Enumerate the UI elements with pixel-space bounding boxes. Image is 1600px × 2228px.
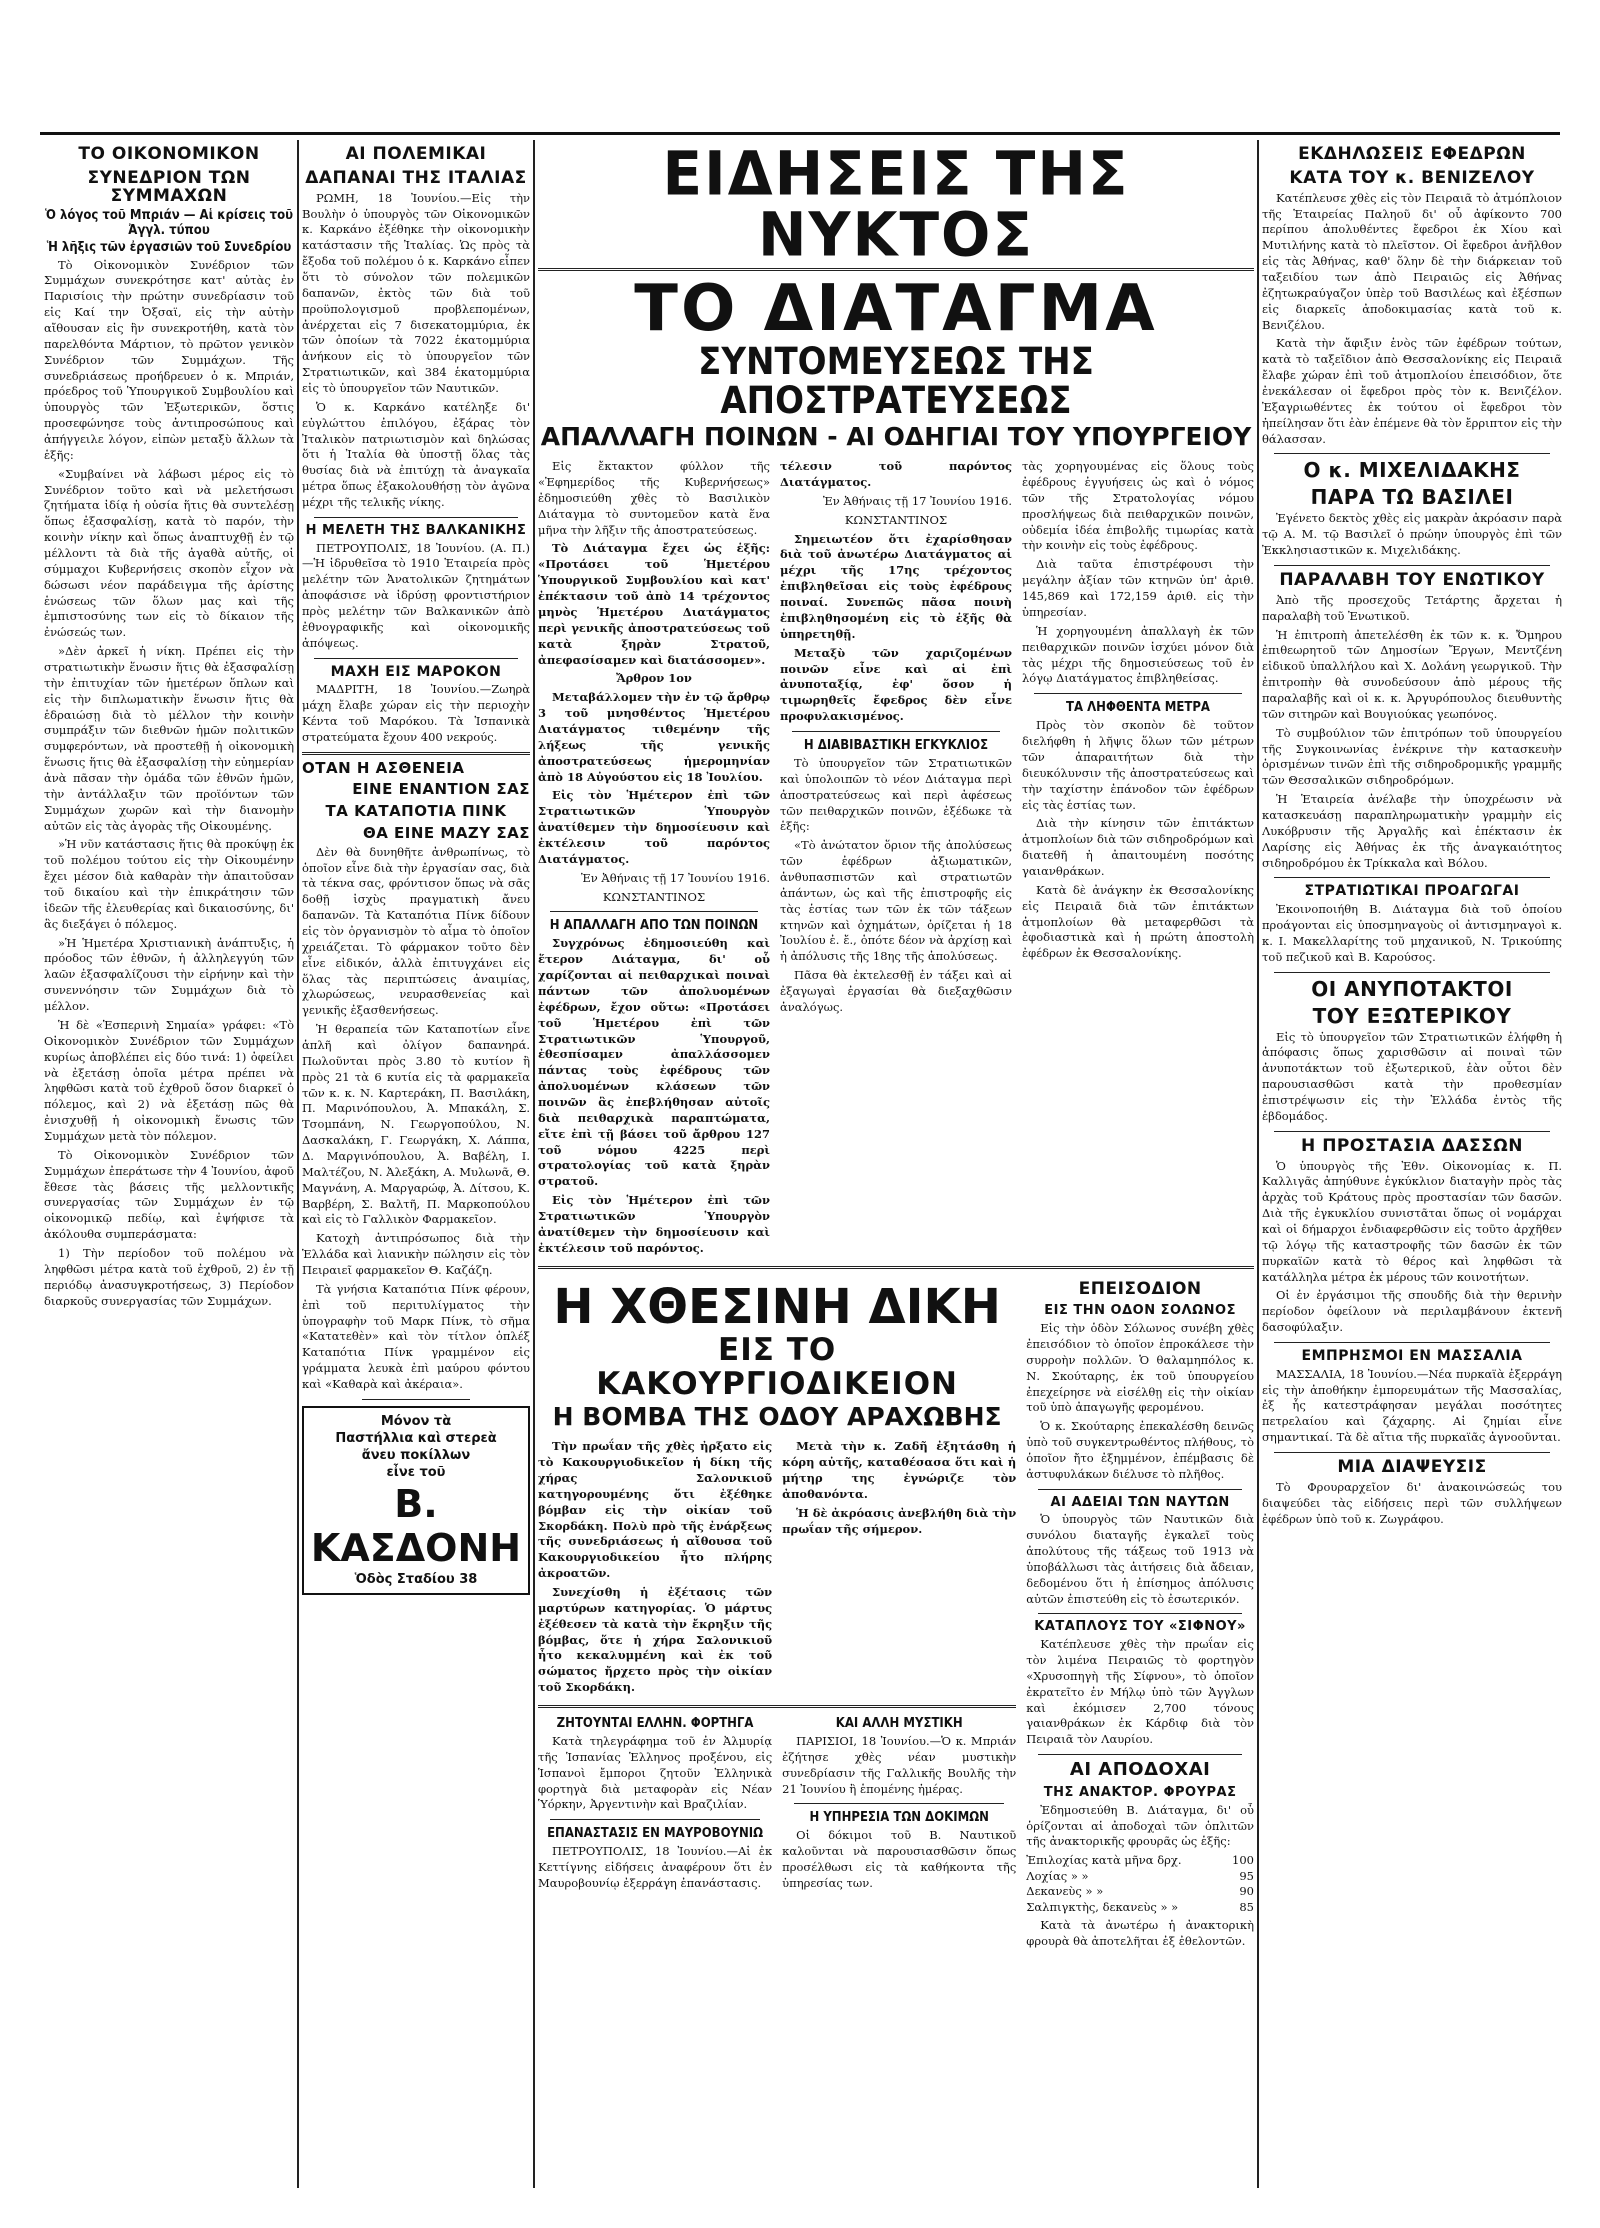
ad-headline: ΘΑ ΕΙΝΕ ΜΑΖΥ ΣΑΣ (362, 823, 530, 842)
article-paragraph: »Ἡ Ἡμετέρα Χριστιανικὴ ἀνάπτυξις, ἡ πρόοδος τῶν ἐθνῶν, ἡ ἀλληλεγγύη τῶν λαῶν ἐξασφαλίζουσι τὴν εἰρήνην καὶ τὴν συνεννόησιν τῶν Συμμάχων διὰ τὸ μέλλον. (44, 935, 294, 1014)
article-paragraph: Κατέπλευσε χθὲς τὴν πρωΐαν εἰς τὸν λιμένα Πειραιῶς τὸ φορτηγὸν «Χρυσοπηγὴ τῆς Σίφνου», τὸ ὁποῖον ἐκρατεῖτο ἐν Μήλῳ ὑπὸ τῶν Ἀγγλων καὶ ἐκόμισεν 2,700 τόνους γαιανθράκων ἐκ Κάρδιφ διὰ τὸν Πειραιᾶ τὸν Λαυρίου. (1026, 1637, 1254, 1747)
article-paragraph: Μετὰ τὴν κ. Ζαδῆ ἐξητάσθη ἡ κόρη αὐτῆς, καταθέσασα ὅτι καὶ ἡ μήτηρ της ἐγνώριζε τὸν ἀποθανόντα. (782, 1439, 1017, 1501)
article-paragraph: Εἰς τὸν Ἡμέτερον ἐπὶ τῶν Στρατιωτικῶν Ὑπουργὸν ἀνατίθεμεν τὴν δημοσίευσιν καὶ ἐκτέλεσιν τοῦ παρόντος Διατάγματος. (538, 788, 770, 866)
subheadline: ΚΑΙ ΑΛΛΗ ΜΥΣΤΙΚΗ (835, 1716, 963, 1732)
article-paragraph: Μεταβάλλομεν τὴν ἐν τῷ ἄρθρῳ 3 τοῦ μνησθέντος Ἡμετέρου Διατάγματος τιθεμένην τῆς λήξεως τῆς γενικῆς ἀποστρατεύσεως ἡμερομηνίαν ἀπὸ 18 Αὐγούστου εἰς 18 Ἰουλίου. (538, 690, 770, 784)
advertisement-kasdoni (302, 1406, 530, 1595)
divider (550, 1819, 760, 1820)
article-paragraph: Διὰ ταῦτα ἐπιστρέφουσι τὴν μεγάλην ἀξίαν τῶν κτηνῶν ὑπ' ἀριθ. 145,869 καὶ 172,159 ἀριθ. εἰς τὴν ὑπηρεσίαν. (1022, 557, 1254, 619)
headline: ΑΙ ΑΔΕΙΑΙ ΤΩΝ ΝΑΥΤΩΝ (1050, 1494, 1230, 1510)
article-paragraph: Ἐγένετο δεκτὸς χθὲς εἰς μακρὰν ἀκρόασιν παρὰ τῷ Α. Μ. τῷ Βασιλεῖ ὁ πρώην ὑπουργὸς ἐπὶ τῶν Ἐκκλησιαστικῶν κ. Μιχελιδάκης. (1262, 511, 1562, 558)
article-paragraph: Ἀπὸ τῆς προσεχοῦς Τετάρτης ἄρχεται ἡ παραλαβὴ τοῦ Ἐνωτικοῦ. (1262, 592, 1562, 623)
headline: ΠΑΡΑ ΤΩ ΒΑΣΙΛΕΙ (1310, 485, 1514, 510)
pay-row (1026, 1853, 1254, 1869)
news-subheadline: ΕΙΣ ΤΟ ΚΑΚΟΥΡΓΙΟΔΙΚΕΙΟΝ (596, 1331, 959, 1402)
headline: ΤΗΣ ΑΝΑΚΤΟΡ. ΦΡΟΥΡΑΣ (1043, 1785, 1237, 1800)
subheadline: Η ΔΙΑΒΙΒΑΣΤΙΚΗ ΕΓΚΥΚΛΙΟΣ (803, 737, 989, 753)
article-paragraph: Ἐκοινοποιήθη Β. Διάταγμα διὰ τοῦ ὁποίου προάγονται εἰς ὑποσμηναγοὺς οἱ ἀντισμηναγοὶ κ. κ. Ι. Μακελλαρίτης τοῦ μηχανικοῦ, Ν. Τρικούπης τοῦ πεζικοῦ καὶ Β. Καρούσος. (1262, 902, 1562, 964)
headline: ΔΑΠΑΝΑΙ ΤΗΣ ΙΤΑΛΙΑΣ (305, 167, 527, 188)
divider (1038, 1754, 1242, 1755)
headline: ΤΟΥ ΕΞΩΤΕΡΙΚΟΥ (1312, 1003, 1512, 1028)
article-paragraph: Τὸ Φρουραρχεῖον δι' ἀνακοινώσεώς του διαψεύδει τὰς εἰδήσεις περὶ τῶν συλλήψεων ἐφέδρων ὑπὸ τοῦ κ. Ζωγράφου. (1262, 1479, 1562, 1526)
subheadline: ΕΠΑΝΑΣΤΑΣΙΣ ΕΝ ΜΑΥΡΟΒΟΥΝΙΩ (547, 1826, 764, 1842)
headline: ΕΠΕΙΣΟΔΙΟΝ (1078, 1278, 1202, 1299)
pay-row (1026, 1869, 1254, 1885)
pay-label: Ἐπιλοχίας κατὰ μῆνα δρχ. (1026, 1853, 1182, 1868)
article-paragraph: Ὁ κ. Καρκάνο κατέληξε δι' εὐγλώττου ἐπιλόγου, ἐξάρας τὸν Ἰταλικὸν πατριωτισμὸν καὶ δηλώσας ὅτι ἡ Ἰταλία θὰ ὑποστῇ ὅλας τὰς θυσίας διὰ νὰ ἐπιτύχῃ τὰ ἀναγκαῖα μέτρα ὅπως ἐξακολουθήσῃ τὸν ἀγῶνα μέχρι τῆς τελικῆς νίκης. (302, 399, 530, 510)
column-night-news (538, 140, 1254, 2188)
divider (1274, 972, 1550, 973)
headline: ΠΑΡΑΛΑΒΗ ΤΟΥ ΕΝΩΤΙΚΟΥ (1279, 570, 1545, 591)
article-paragraph: Ἡ δὲ «Ἑσπερινὴ Σημαία» γράφει: «Τὸ Οἰκονομικὸν Συνέδριον τῶν Συμμάχων κυρίως ἀποβλέπει εἰς δύο τινά: 1) ὀφείλει νὰ ἐξετάσῃ ὁποῖα μέτρα πρέπει νὰ ληφθῶσι κατὰ τοῦ ἐχθροῦ ὅσον διαρκεῖ ὁ πόλεμος, καὶ 2) νὰ ἐξετάσῃ πῶς θὰ ἐνισχυθῇ ἡ οἰκονομικὴ ἕνωσις τῶν Συμμάχων μετὰ τὸν πόλεμον. (44, 1017, 294, 1143)
article-paragraph: Συνεχίσθη ἡ ἐξέτασις τῶν μαρτύρων κατηγορίας. Ὁ μάρτυς ἐξέθεσεν τὰ κατὰ τὴν ἔκρηξιν τῆς βόμβας, ὅτε ἡ χήρα Σαλονικιοῦ ἦτο κεκαλυμμένη καὶ ἐκ τοῦ σώματος ἤρχετο πρὸς τὴν οἰκίαν τοῦ Σκορδάκη. (538, 1585, 773, 1695)
signature: ΚΩΝΣΤΑΝΤΙΝΟΣ (602, 889, 706, 904)
article-paragraph: Ὁ ὑπουργὸς τῆς Ἐθν. Οἰκονομίας κ. Π. Καλλιγᾶς ἀπηύθυνε ἐγκύκλιον διαταγὴν πρὸς τὰς ἀρχὰς τοῦ Κράτους πρὸς προστασίαν τῶν δασῶν. Διὰ τῆς ἐγκυκλίου συνιστᾶται ὅπως οἱ νομάρχαι καὶ οἱ δήμαρχοι ἐνδιαφερθῶσιν εἰς τοῦτο ἀρχῆθεν τῷ λόγῳ τῆς καταστροφῆς τῶν δασῶν ἐκ τῶν πυρκαϊῶν κατὰ τὸ θέρος καὶ ληφθῶσι τὰ κατάλληλα μέτρα ἐκ μέρους τῶν κοινοτήτων. (1262, 1158, 1562, 1284)
headline: ΕΜΠΡΗΣΜΟΙ ΕΝ ΜΑΣΣΑΛΙΑ (1301, 1348, 1523, 1365)
article-paragraph: ΜΑΔΡΙΤΗ, 18 Ἰουνίου.—Ζωηρὰ μάχη ἔλαβε χώραν εἰς τὴν περιοχὴν Κέντα τοῦ Μαρόκου. Τὰ Ἱσπανικὰ στρατεύματα ἔχουν 400 νεκρούς. (302, 682, 530, 744)
subheadline: ΖΗΤΟΥΝΤΑΙ ΕΛΛΗΝ. ΦΟΡΤΗΓΑ (556, 1716, 754, 1732)
decree-articles (538, 456, 1254, 1259)
headline: ΑΙ ΠΟΛΕΜΙΚΑΙ (345, 144, 487, 164)
pay-label: Σαλπιγκτὴς, δεκανεὺς » » (1026, 1899, 1179, 1914)
ad-headline: ΟΤΑΝ Η ΑΣΘΕΝΕΙΑ (302, 758, 465, 777)
ad-headline: ΕΙΝΕ ΕΝΑΝΤΙΟΝ ΣΑΣ (352, 780, 530, 799)
divider (1274, 1452, 1550, 1453)
ad-line: Μόνον τὰ (380, 1413, 452, 1429)
headline: ΚΑΤΑ ΤΟΥ κ. ΒΕΝΙΖΕΛΟΥ (1289, 167, 1535, 188)
main-subheadline: ΑΠΑΛΛΑΓΗ ΠΟΙΝΩΝ - ΑΙ ΟΔΗΓΙΑΙ ΤΟΥ ΥΠΟΥΡΓΕΙΟΥ (540, 421, 1252, 451)
column-divider (533, 140, 535, 2188)
article-paragraph: «Συμβαίνει νὰ λάβωσι μέρος εἰς τὸ Συνέδριον τοῦτο καὶ νὰ μελετήσωσι ζητήματα ἰδίᾳ ἡ οὐσία ἥτις θὰ συντελέσῃ ὅπως ἐξασφαλίσῃ, κατὰ τὸ παρόν, τὴν κοινὴν νίκην καὶ ὅπως ἀναπτυχθῇ ἐν τῷ μέλλοντι τὰ διὰ τῆς ἀγαθὰ αὐτῆς, οἱ σύμμαχοι Κυβερνήσεις σκοπὸν εἶχον νὰ δώσωσι νέον παράδειγμα τῆς ἀρίστης ἑνώσεως τῶν ὅλων μας καὶ τῆς ἐμπιστοσύνης των εἰς τὸ δίκαιον τῆς ἐνώσεώς των. (44, 466, 294, 640)
article-paragraph: Μεταξὺ τῶν χαριζομένων ποινῶν εἶνε καὶ αἱ ἐπὶ ἀνυποταξίᾳ, ἐφ' ὅσον ἡ τιμωρηθεῖς ἔφεδρος δὲν εἶνε προφυλακισμένος. (780, 645, 1012, 724)
date-line: Ἐν Ἀθήναις τῇ 17 Ἰουνίου 1916. (822, 493, 1012, 508)
headline: ΚΑΤΑΠΛΟΥΣ ΤΟΥ «ΣΙΦΝΟΥ» (1034, 1619, 1246, 1635)
article-paragraph: Ἡ ἐπιτροπὴ ἀπετελέσθη ἐκ τῶν κ. κ. Ὄμηρου ἐπιθεωρητοῦ τῶν Δημοσίων Ἔργων, Μεντζένη εἰδικοῦ ὑπαλλήλου καὶ Χ. Δολάνη γεωργικοῦ. Τὴν ἐπιτροπὴν θὰ συνοδεύσουν ἀπὸ μέρους τῆς παραλαβῆς καὶ οἱ κ. κ. Ἀργυρόπουλος διευθυντὴς τῶν σιτηρῶν καὶ Βουγιούκας γεωπόνος. (1262, 627, 1562, 721)
column-divider (1257, 140, 1259, 2188)
ad-line: ἄνευ ποκίλλων (361, 1447, 471, 1463)
news-subheadline: Η ΒΟΜΒΑ ΤΗΣ ΟΔΟΥ ΑΡΑΧΩΒΗΣ (552, 1401, 1002, 1431)
divider (314, 658, 518, 659)
subheadline: Η ΑΠΑΛΛΑΓΗ ΑΠΟ ΤΩΝ ΠΟΙΝΩΝ (549, 918, 759, 934)
divider (794, 1803, 1004, 1804)
article-paragraph: Ἐδημοσιεύθη Β. Διάταγμα, δι' οὗ ὁρίζονται αἱ ἀποδοχαὶ τῶν ὁπλιτῶν τῆς ἀνακτορικῆς φρουρᾶς ὡς ἑξῆς: (1026, 1802, 1254, 1849)
article-paragraph: Ἡ δὲ ἀκρόασις ἀνεβλήθη διὰ τὴν πρωΐαν τῆς σήμερον. (782, 1505, 1017, 1536)
divider (550, 911, 758, 912)
trial-column (782, 1436, 1016, 1699)
ad-headline: ΤΑ ΚΑΤΑΠΟΤΙΑ ΠΙΝΚ (325, 802, 507, 821)
article-paragraph: Ἡ Ἑταιρεία ἀνέλαβε τὴν ὑποχρέωσιν νὰ κατασκευάσῃ παραπληρωματικὴν γραμμὴν εἰς Λυκόβρυσιν τῆς Ἀργαλῆς καὶ ἐπέκτασιν ἐκ Λαρίσης εἰς Ἀθήνας ἐκ τῆς ἀναγκαιότητος σιδηροδρόμου ἐκ Τρίκκαλα καὶ Βόλου. (1262, 792, 1562, 870)
article-paragraph: Τὸ Οἰκονομικὸν Συνέδριον τῶν Συμμάχων συνεκρότησε κατ' αὐτὰς ἐν Παρισίοις τὴν πρώτην συνεδρίασιν τοῦ εἰς Καί την Ὀξσαϊ, εἰς τὴν αὐτὴν αἴθουσαν εἰς ἣν συνεκροτήθη, κατὰ τὸν παρελθόντα Μάρτιον, τὸ πρῶτον γενικὸν Συνέδριον τῶν Συμμάχων. Τῆς συνεδριάσεως προήδρευεν ὁ κ. Μπριάν, πρόεδρος τοῦ Ὑπουργικοῦ Συμβουλίου καὶ ὑπουργὸς τῶν Ἐξωτερικῶν, ὅστις προσεφώνησε τοὺς ἀντιπροσώπους καὶ ἀπήγγειλε λόγον, εἰπὼν μεταξὺ ἄλλων τὰ ἑξῆς: (44, 257, 294, 462)
article-paragraph: Ὁ κ. Σκούταρης ἐπεκαλέσθη δεινῶς ὑπὸ τοῦ συγκεντρωθέντος πλήθους, τὸ ὁποῖον ἤτο ἐξημμένον, ἐπέμβασις δὲ ἀστυφυλάκων διέλυσε τὸ πλῆθος. (1026, 1419, 1254, 1481)
article-paragraph: Οἱ δόκιμοι τοῦ Β. Ναυτικοῦ καλοῦνται νὰ παρουσιασθῶσιν ὅπως προσέλθωσι εἰς τὰ καθήκοντα τῆς ὑπηρεσίας των. (782, 1828, 1017, 1891)
column-right-briefs (1262, 140, 1562, 2188)
divider (1034, 693, 1242, 694)
article-paragraph: τὰς χορηγουμένας εἰς ὅλους τοὺς ἐφέδρους ἐγγυήσεις ὡς καὶ ὁ νόμος τῶν τῆς Στρατολογίας νόμου προσλήψεως διὰ πειθαρχικῶν ποινῶν, οὐδεμία ἰδέα ἐπιβολῆς τιμωρίας κατὰ τὴν κοινὴν εἰς τοὺς ἐφέδρους. (1022, 459, 1254, 553)
pay-row (1026, 1900, 1254, 1916)
divider (1274, 453, 1550, 454)
article-paragraph: Κατὰ τὴν ἄφιξιν ἑνὸς τῶν ἐφέδρων τούτων, κατὰ τὸ ταξεῖδιον ἀπὸ Θεσσαλονίκης εἰς Πειραιᾶ ἔλαβε χώραν ἐπὶ τοῦ ἀτμοπλοίου ἐπεισόδιον, ὅτε ἐνεκάλεσαν οἱ ἔφεδροι πρὸς τὸν κ. Βενιζέλον. Ἐξαγριωθέντες ἐκ τούτου οἱ ἔφεδροι τὸν ἠπείλησαν ὅτι ἐὰν ἐπέμενε θὰ τὸν ἔρριπτον εἰς τὴν θάλασσαν. (1262, 336, 1562, 446)
article-paragraph: Εἰς τὸ ὑπουργεῖον τῶν Στρατιωτικῶν ἐλήφθη ἡ ἀπόφασις ὅπως χαρισθῶσιν αἱ ποιναὶ τῶν ἀνυποτάκτων τοῦ ἐξωτερικοῦ, ἐὰν οὗτοι δὲν παρουσιασθῶσι κατὰ τὴν προθεσμίαν ἐπιστρέψωσιν εἰς τὴν Ἑλλάδα ἐντὸς τῆς ἑβδομάδος. (1262, 1029, 1562, 1123)
article-paragraph: Ἡ χορηγουμένη ἀπαλλαγὴ ἐκ τῶν πειθαρχικῶν ποινῶν ἰσχύει μόνον διὰ τὰς μέχρι τῆς δημοσιεύσεως τοῦ ἐν λόγῳ Διατάγματος ἐπιβληθείσας. (1022, 623, 1254, 686)
decree-column (1022, 456, 1254, 1259)
short-news-column (538, 1714, 772, 1895)
article-paragraph: ΠΕΤΡΟΥΠΟΛΙΣ, 18 Ἰουνίου. (Α. Π.)—Ἡ ἱδρυθεῖσα τὸ 1910 Ἑταιρεία πρὸς μελέτην τῶν Ἀνατολικῶν ζητημάτων ἀποφάσισε νὰ ἱδρύσῃ φροντιστήριον πρὸς μελέτην τῶν Βαλκανικῶν ἀπὸ ἐθνογραφικῆς καὶ οἰκονομικῆς ἀπόψεως. (302, 540, 530, 650)
ad-paragraph: Ἡ θεραπεία τῶν Καταποτίων εἶνε ἁπλῆ καὶ ὀλίγον δαπανηρά. Πωλοῦνται πρὸς 3.80 τὸ κυτίον ἢ πρὸς 21 τὰ 6 κυτία εἰς τὰ φαρμακεῖα τῶν κ. κ. Ν. Καρτεράκη, Π. Βασιλάκη, Π. Μαρινόπουλου, Ἀ. Μπακάλη, Σ. Τσομπάνη, Ν. Γεωργοπούλου, Ν. Δασκαλάκη, Γ. Γεωργάκη, Χ. Λάππα, Δ. Μαργινόπουλου, Ἀ. Βαβέλη, Ι. Μαλτέζου, Ν. Ἀλεξάκη, Α. Μυλωνᾶ, Θ. Μαγνάνη, Α. Μαργαρώφ, Ἀ. Δίτσου, Κ. Βαρβέρη, Σ. Βαλτῆ, Π. Μαρκοπούλου καὶ εἰς τὸ Γαλλικὸν Φαρμακεῖον. (302, 1022, 530, 1227)
divider (1038, 1489, 1242, 1490)
article-paragraph: Τὸ συμβούλιον τῶν ἐπιτρόπων τοῦ ὑπουργείου τῆς Συγκοινωνίας ἐνέκρινε τὴν κατασκευὴν ὁρισμένων τινῶν ἐπὶ τῆς σιδηροδρομικῆς γραμμῆς τῶν Θεσσαλικῶν σιδηροδρόμων. (1262, 725, 1562, 788)
lower-section (538, 1275, 1254, 1953)
ad-line: Παστήλλια καὶ στερεὰ (335, 1430, 497, 1446)
article-paragraph: Εἰς ἔκτακτον φύλλον τῆς «Ἐφημερίδος τῆς Κυβερνήσεως» ἐδημοσιεύθη χθὲς τὸ Βασιλικὸν Διάταγμα τὸ συντομεῦον κατὰ ἕνα μῆνα τὴν λῆξιν τῆς ἀποστρατεύσεως. (538, 459, 770, 537)
subheadline: Η ΥΠΗΡΕΣΙΑ ΤΩΝ ΔΟΚΙΜΩΝ (809, 1810, 989, 1826)
article-paragraph: »Δὲν ἀρκεῖ ἡ νίκη. Πρέπει εἰς τὴν στρατιωτικὴν ἕνωσιν ἥτις θὰ ἐξασφαλίσῃ τὴν ἐπιτυχίαν τῶν ἡμετέρων ὅπλων καὶ εἰς τὴν διπλωματικὴν ἕνωσιν ἥτις θὰ ἑδραιώσῃ διὰ τὸ μέλλον τὴν κοινὴν συμπράξιν τῶν διεθνῶν ἡμῶν πολιτικῶν συμφερόντων, νὰ προστεθῇ ἡ οἰκονομικὴ ἕνωσις ἥτις θὰ ἐξασφαλίσῃ τὴν εὐημερίαν ἀνὰ πᾶσαν τὴν ὁμάδα τῶν ἐθνῶν ἡμῶν, τὴν ἀντάλλαξιν τῶν προϊόντων τῶν Συμμάχων χωρῶν καὶ τὴν διανομὴν αὐτῶν εἰς τὰς ἀγορὰς τῆς Οἰκουμένης. (44, 644, 294, 833)
column-italy-expenses (302, 140, 530, 2188)
article-paragraph: ΜΑΣΣΑΛΙΑ, 18 Ἰουνίου.—Νέα πυρκαϊὰ ἐξερράγη εἰς τὴν ἀποθήκην ἐμπορευμάτων τῆς Μασσαλίας, ἐξ ἧς κατεστράφησαν μεγάλαι ποσότητες πετρελαίου καὶ ζάχαρης. Αἱ ζημίαι εἶνε σημαντικαί. Τὰ δὲ αἴτια τῆς πυρκαϊᾶς ἀγνοοῦνται. (1262, 1366, 1562, 1445)
article-paragraph: Οἱ ἐν ἐργάσιμοι τῆς σπουδῆς διὰ τὴν θερινὴν περίοδον ὁφείλουν νὰ περιλαμβάνουν ἐκτενῆ δασοφύλαξιν. (1262, 1288, 1562, 1335)
ad-line: εἶνε τοῦ (386, 1464, 446, 1480)
article-paragraph: Πρὸς τὸν σκοπὸν δὲ τοῦτον διελήφθη ἡ λῆψις ὅλων τῶν μέτρων τῶν ἀπαραιτήτων διὰ τὴν διευκόλυνσιν τῆς ἀποστρατεύσεως καὶ τὴν ταχίστην ἐπάνοδον τῶν ἐφέδρων εἰς τὰς ἑστίας των. (1022, 718, 1254, 812)
column-divider (297, 140, 299, 2188)
trial-column (538, 1436, 772, 1699)
article-paragraph: Κατέπλευσε χθὲς εἰς τὸν Πειραιᾶ τὸ ἀτμόπλοιον τῆς Ἑταιρείας Παληοῦ δι' οὗ ἀφίκοντο 700 περίπου ἀπολυθέντες ἔφεδροι ἐκ Χίου καὶ Μυτιλήνης κατὰ τὸ πλεῖστον. Οἱ ἔφεδροι ἀνῆλθον εἰς τὰς Ἀθήνας, καθ' ὅλην δὲ τὴν διάρκειαν τοῦ ταξειδίου των ἀπὸ Πειραιῶς εἰς Ἀθήνας ἐζητωκραύγαζον ὑπὲρ τοῦ Βασιλέως καὶ ἐξέσπων εἰς διαρκεῖς ἀποδοκιμασίας κατὰ τοῦ κ. Βενιζέλου. (1262, 190, 1562, 332)
article-paragraph: 1) Τὴν περίοδον τοῦ πολέμου νὰ ληφθῶσι μέτρα κατὰ τοῦ ἐχθροῦ, 2) ἐν τῇ περιόδῳ ἀνασυγκροτήσεως, 3) Περίοδον διαρκοῦς συνεργασίας τῶν Συμμάχων. (44, 1245, 294, 1308)
article-paragraph: «Τὸ ἀνώτατον ὅριον τῆς ἀπολύσεως τῶν ἐφέδρων ἀξιωματικῶν, ἀνθυπασπιστῶν καὶ στρατιωτῶν ἀπάντων, ὡς καὶ τῆς ἐπιστροφῆς εἰς τὰς ἑστίας των τῶν ἐκ τῶν τάξεων κτηνῶν καὶ ὀχημάτων, ὁρίζεται ἡ 18 Ἰουλίου ἐ. ἔ., ὁπότε δέον νὰ ἀρχίσῃ καὶ ἡ ἀπόλυσις τῆς 18ης τῆς ἀπολύσεως. (780, 838, 1012, 964)
divider (362, 1399, 470, 1400)
headline: ΟΙ ΑΝΥΠΟΤΑΚΤΟΙ (1311, 976, 1513, 1001)
article-paragraph: ΠΕΤΡΟΥΠΟΛΙΣ, 18 Ἰουνίου.—Αἱ ἐκ Κεττίγνης εἰδήσεις ἀναφέρουν ὅτι ἐν Μαυροβουνίῳ ἐξερράγη ἐπανάστασις. (538, 1844, 773, 1891)
divider (302, 752, 530, 755)
article-paragraph: Τὸ Διάταγμα ἔχει ὡς ἑξῆς: «Προτάσει τοῦ Ἡμετέρου Ὑπουργικοῦ Συμβουλίου καὶ κατ' ἐπέκτασιν τοῦ ἀπὸ 14 τρέχοντος μηνὸς Ἡμετέρου Διατάγματος περὶ γενικῆς ἀποστρατεύσεως τοῦ κατὰ ξηρὰν Στρατοῦ, ἀπεφασίσαμεν καὶ διατάσσομεν». (538, 541, 770, 667)
section-banner: ΕΙΔΗΣΕΙΣ ΤΗΣ ΝΥΚΤΟΣ (662, 140, 1130, 271)
pay-value: 85 (1239, 1899, 1254, 1914)
pay-table (1026, 1853, 1254, 1915)
headline: Ο κ. ΜΙΧΕΛΙΔΑΚΗΣ (1303, 458, 1521, 483)
headline: Η ΠΡΟΣΤΑΣΙΑ ΔΑΣΣΩΝ (1301, 1135, 1523, 1156)
article-paragraph: Εἰς τὸν Ἡμέτερον ἐπὶ τῶν Στρατιωτικῶν Ὑπουργὸν ἀνατίθεμεν τὴν δημοσίευσιν καὶ ἐκτέλεσιν τοῦ παρόντος. (538, 1193, 770, 1255)
article-heading: Ἄρθρον 1ον (616, 671, 692, 686)
short-news (538, 1714, 1016, 1895)
article-paragraph: τέλεσιν τοῦ παρόντος Διατάγματος. (780, 459, 1012, 490)
headline: ΑΙ ΑΠΟΔΟΧΑΙ (1069, 1759, 1211, 1781)
article-paragraph: »Ἡ νῦν κατάστασις ἥτις θὰ προκύψῃ ἐκ τοῦ πολέμου τούτου εἰς τὴν Οἰκουμένην ἔχει μέσον διὰ καθαρὰν τὴν ἀπαιτοῦσαν τοῦ δικαίου καὶ τὴν ἐπικράτησιν τῶν ἰδεῶν τῆς ἐλευθερίας καὶ δικαιοσύνης, δι' ἃς διεξάγει ὁ πόλεμος. (44, 837, 294, 931)
headline: ΜΙΑ ΔΙΑΨΕΥΣΙΣ (1337, 1457, 1487, 1478)
pay-label: Λοχίας » » (1026, 1868, 1089, 1883)
headline: ΣΥΝΕΔΡΙΟΝ ΤΩΝ ΣΥΜΜΑΧΩΝ (87, 167, 251, 206)
divider (1274, 877, 1550, 878)
trial-columns (538, 1436, 1016, 1699)
article-paragraph: Τὸ ὑπουργεῖον τῶν Στρατιωτικῶν καὶ ὑπολοιπῶν τὸ νέον Διάταγμα περὶ ἀποστρατεύσεως καὶ περὶ ἀφέσεως τῶν πειθαρχικῶν ποινῶν, ἐξέδωκε τὰ ἑξῆς: (780, 755, 1012, 834)
divider (1274, 1342, 1550, 1343)
news-headline: Η ΧΘΕΣΙΝΗ ΔΙΚΗ (553, 1278, 1001, 1335)
ad-paragraph: Τὰ γνήσια Καταπότια Πίνκ φέρουν, ἐπὶ τοῦ περιτυλίγματος τὴν ὑπογραφὴν τοῦ Μαρκ Πίνκ, τὸ σῆμα «Κατατεθὲν» καὶ τὸν τίτλον ὁπλέξ Καταπότια Πίνκ γραμμένον εἰς γράμματα λευκὰ ἐπὶ μαύρου φόντου καὶ «Καθαρὰ καὶ ἀκέραια». (302, 1281, 530, 1392)
pay-value: 95 (1239, 1868, 1254, 1883)
divider (1274, 1131, 1550, 1132)
divider (538, 1705, 1016, 1708)
headline: ΕΚΔΗΛΩΣΕΙΣ ΕΦΕΔΡΩΝ (1298, 144, 1526, 164)
article-paragraph: Σημειωτέον ὅτι ἐχαρίσθησαν διὰ τοῦ ἀνωτέρω Διατάγματος αἱ μέχρι τῆς 17ης τρέχοντος ἐπιβληθεῖσαι εἰς τοὺς ἐφέδρους ποιναί. Συνεπῶς πᾶσα ποινὴ ἐπιβληθησομένη εἰς τὸ ἑξῆς θὰ ὑπηρετηθῇ. (780, 531, 1012, 641)
decree-column (538, 456, 770, 1259)
decree-column (780, 456, 1012, 1259)
article-paragraph: Ὁ ὑπουργὸς τῶν Ναυτικῶν διὰ συνόλου διαταγῆς ἐγκαλεῖ τοὺς ἀπολύτους τῆς τάξεως τοῦ 1913 νὰ ὑποβάλλωσι τὰς ἀιτήσεις διὰ ἄδειαν, δεδομένου ὅτι ἡ ἐπίσημος ἀπόλυσις αὐτῶν ἐπιστεύθη εἰς τὸ ἐσωτερικόν. (1026, 1512, 1254, 1606)
right-briefs (1026, 1275, 1254, 1953)
headline: ΤΟ ΟΙΚΟΝΟΜΙΚΟΝ (78, 144, 260, 164)
pay-row (1026, 1884, 1254, 1900)
short-news-column (782, 1714, 1016, 1895)
date-line: Ἐν Ἀθήναις τῇ 17 Ἰουνίου 1916. (580, 870, 770, 885)
subheadline: Ἡ λῆξις τῶν ἐργασιῶν τοῦ Συνεδρίου (46, 239, 292, 255)
divider (538, 1266, 1254, 1269)
pay-value: 100 (1232, 1853, 1254, 1868)
article-paragraph: ΠΑΡΙΣΙΟΙ, 18 Ἰουνίου.—Ὁ κ. Μπριάν ἐζήτησε χθὲς νέαν μυστικὴν συνεδρίασιν τῆς Γαλλικῆς Βουλῆς τὴν 21 Ἰουνίου ἢ ἑπομένης ἡμέρας. (782, 1734, 1017, 1796)
article-paragraph: Διὰ τὴν κίνησιν τῶν ἐπιτάκτων ἀτμοπλοίων διὰ τῶν σιδηροδρόμων καὶ διατεθῆ ἡ ἀπαιτουμένη ποσότης γαιανθράκων. (1022, 816, 1254, 878)
top-rule (40, 132, 1560, 135)
headline: ΕΙΣ ΤΗΝ ΟΔΟΝ ΣΟΛΩΝΟΣ (1044, 1303, 1236, 1319)
signature: ΚΩΝΣΤΑΝΤΙΝΟΣ (844, 512, 948, 527)
article-paragraph: Κατὰ δὲ ἀνάγκην ἐκ Θεσσαλονίκης εἰς Πειραιᾶ διὰ τῶν ἐπιτάκτων ἀτμοπλοίων θὰ μεταφερθῶσι τὰ ἐφοδιαστικὰ καὶ ἡ πρώτη ἀποστολὴ ἐφέδρων ἐκ Θεσσαλονίκης. (1022, 882, 1254, 961)
article-paragraph: Τὴν πρωΐαν τῆς χθὲς ἠρξατο εἰς τὸ Κακουργιοδικεῖον ἡ δίκη τῆς χήρας Σαλονικιοῦ κατηγορουμένης ὅτι ἐξέθηκε βόμβαν εἰς τὴν οἰκίαν τοῦ Σκορδάκη. Πολὺ πρὸ τῆς ἐνάρξεως τῆς συνεδριάσεως ἡ αἴθουσα τοῦ Κακουργιοδικείου ἦτο πλήρης ἀκροατῶν. (538, 1439, 773, 1581)
subheadline: ΤΑ ΛΗΦΘΕΝΤΑ ΜΕΤΡΑ (1066, 700, 1210, 716)
column-economic-conference (44, 140, 294, 2188)
subheadline: Ὁ λόγος τοῦ Μπριάν — Αἱ κρίσεις τοῦ Ἀγγλ. τύπου (44, 207, 294, 238)
divider (792, 731, 1000, 732)
headline: ΣΤΡΑΤΙΩΤΙΚΑΙ ΠΡΟΑΓΩΓΑΙ (1304, 883, 1520, 900)
main-subheadline: ΣΥΝΤΟΜΕΥΣΕΩΣ ΤΗΣ ΑΠΟΣΤΡΑΤΕΥΣΕΩΣ (698, 340, 1094, 422)
article-paragraph: Κατὰ τηλεγράφημα τοῦ ἐν Ἀλμυρίᾳ τῆς Ἱσπανίας Ἑλληνος προξένου, εἰς Ἱσπανοὶ ἔμποροι ζητοῦν Ἑλληνικὰ φορτηγὰ διὰ μεταφορὰν εἰς Νέαν Ὑόρκην, Ἀργεντινὴν καὶ Βραζιλίαν. (538, 1734, 773, 1812)
ad-paragraph: Δὲν θὰ δυνηθῆτε ἀνθρωπίνως, τὸ ὁποῖον εἶνε διὰ τὴν ἐργασίαν σας, διὰ τὰ τέκνα σας, φρόντισον ὅπως νὰ σᾶς δοθῇ ἰσχὺς πραγματικὴ ἄνευ δαπανῶν. Τὰ Καταπότια Πίνκ δίδουν εἰς τὸν ὀργανισμὸν τὸ αἷμα τὸ ὁποῖον χρειάζεται. Τὸ φάρμακον τοῦτο δὲν εἶνε εἰδικόν, ἀλλὰ ἐπιτυγχάνει εἰς ὅλας τὰς περιπτώσεις ἀναιμίας, χλωρώσεως, νευρασθενείας καὶ γενικῆς ἐξασθενήσεως. (302, 844, 530, 1018)
divider (314, 517, 518, 518)
article-paragraph: Συγχρόνως ἐδημοσιεύθη καὶ ἕτερον Διάταγμα, δι' οὗ χαρίζονται αἱ πειθαρχικαὶ ποιναὶ πάντων τῶν ἀπολυομένων ἐφέδρων, ἔχον οὕτω: «Προτάσει τοῦ Ἡμετέρου ἐπὶ τῶν Στρατιωτικῶν Ὑπουργοῦ, ἐθεσπίσαμεν ἀπαλλάσσομεν πάντας τοὺς ἐφέδρους τῶν ἀπολυομένων κλάσεων τῶν ποινῶν ἃς ἐπεβλήθησαν αὐτοῖς διὰ πειθαρχικὰ παραπτώματα, εἴτε ἐπὶ τῇ βάσει τοῦ ἄρθρου 127 τοῦ νόμου 4225 περὶ στρατολογίας τοῦ κατὰ ξηρὰν στρατοῦ. (538, 936, 770, 1189)
ad-address: Ὁδὸς Σταδίου 38 (354, 1571, 478, 1587)
article-paragraph: ΡΩΜΗ, 18 Ἰουνίου.—Εἰς τὴν Βουλὴν ὁ ὑπουργὸς τῶν Οἰκονομικῶν κ. Καρκάνο ἐξέθηκε τὴν οἰκονομικὴν κατάστασιν τῆς Ἰταλίας. Ὡς πρὸς τὰ ἔξοδα τοῦ πολέμου ὁ κ. Καρκάνο εἶπεν ὅτι τὸ σύνολον τῶν πολεμικῶν δαπανῶν, ἐκτὸς τῶν διὰ τοῦ προϋπολογισμοῦ προβλεπομένων, ἀνέρχεται εἰς 7 δισεκατομμύρια, ἐκ τῶν ὁποίων τὰ 7022 ἑκατομμύρια ἀνήκουν εἰς τὸ ὑπουργεῖον τῶν Στρατιωτικῶν, καὶ 384 ἑκατομμύρια εἰς τὸ ὑπουργεῖον τῶν Ναυτικῶν. (302, 190, 530, 395)
article-paragraph: Πᾶσα θὰ ἐκτελεσθῇ ἐν τάξει καὶ αἱ ἐξαγωγαὶ ἐργασίαι θὰ διεξαχθῶσιν ἀναλόγως. (780, 968, 1012, 1014)
pay-label: Δεκανεὺς » » (1026, 1884, 1104, 1899)
pay-value: 90 (1239, 1884, 1254, 1899)
divider (1274, 565, 1550, 566)
ad-paragraph: Κατοχὴ ἀντιπρόσωπος διὰ τὴν Ἑλλάδα καὶ λιανικὴν πώλησιν εἰς τὸν Πειραιεῖ φαρμακεῖον Θ. Καζάζη. (302, 1231, 530, 1277)
headline: Η ΜΕΛΕΤΗ ΤΗΣ ΒΑΛΚΑΝΙΚΗΣ (305, 522, 527, 538)
trial-article (538, 1275, 1016, 1953)
article-paragraph: Κατὰ τὰ ἀνωτέρω ἡ ἀνακτορικὴ φρουρὰ θὰ ἀποτελῆται ἐξ ἐθελοντῶν. (1026, 1918, 1254, 1949)
divider (1038, 1613, 1242, 1614)
article-paragraph: Τὸ Οἰκονομικὸν Συνέδριον τῶν Συμμάχων ἐπεράτωσε τὴν 4 Ἰουνίου, ἀφοῦ ἔθεσε τὰς βάσεις τῆς μελλοντικῆς συνεργασίας τῶν Συμμάχων ἐν τῷ οἰκονομικῷ πεδίῳ, καὶ ἐψήφισε τὰ ἀκόλουθα συμπεράσματα: (44, 1147, 294, 1242)
article-paragraph: Εἰς τὴν ὁδὸν Σόλωνος συνέβη χθὲς ἐπεισόδιον τὸ ὁποῖον ἐπροκάλεσε τὴν συρροὴν πολλῶν. Ὁ θαλαμηπόλος κ. Ν. Σκούταρης, ἐκ τοῦ ὑπουργείου ἐπεχείρησε νὰ εἰσέλθῃ εἰς τὴν οἰκίαν τοῦ ὑπὸ ἀπαγωγῆς φερομένου. (1026, 1321, 1254, 1415)
main-headline: ΤΟ ΔΙΑΤΑΓΜΑ (634, 272, 1158, 346)
ad-brand: Β. ΚΑΣΔΟΝΗ (310, 1481, 522, 1570)
headline: ΜΑΧΗ ΕΙΣ ΜΑΡΟΚΟΝ (330, 663, 502, 680)
